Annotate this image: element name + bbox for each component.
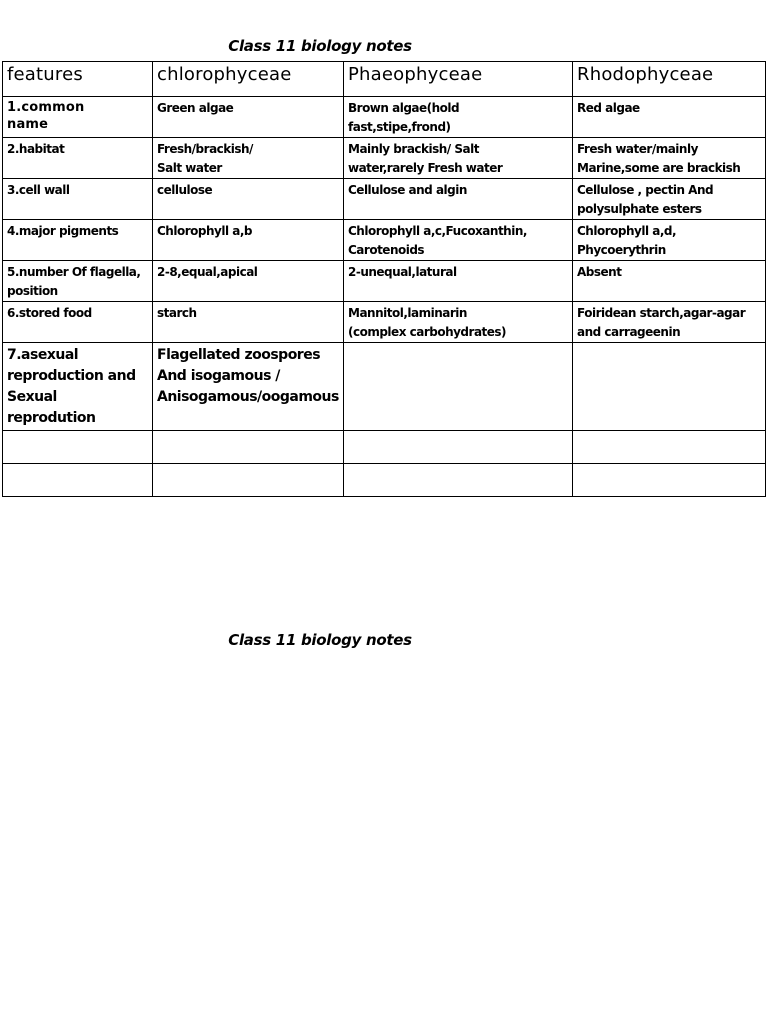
row-label-cell-wall: 3.cell wall [3,179,153,220]
table-cell-empty [573,431,766,464]
table-row-empty [3,464,766,497]
table-row-habitat [3,138,766,179]
row-label-major-pigments: 4.major pigments [3,220,153,261]
table-cell-empty [153,464,344,497]
table-cell: Chlorophyll a,d, Phycoerythrin [573,220,766,261]
table-cell: Chlorophyll a,b [153,220,344,261]
table-cell: Brown algae(hold fast,stipe,frond) [344,97,573,138]
header-chlorophyceae: chlorophyceae [153,62,344,97]
table-row-reproduction [3,343,766,431]
table-cell-empty [344,343,573,431]
table-cell-empty [153,431,344,464]
table-row-common-name [3,97,766,138]
table-cell: 2-unequal,latural [344,261,573,302]
table-cell: Foiridean starch,agar-agar and carrageenin [573,302,766,343]
table-cell-empty [3,431,153,464]
header-phaeophyceae: Phaeophyceae [344,62,573,97]
table-cell-empty [344,431,573,464]
table-cell: Green algae [153,97,344,138]
table-row-cell-wall [3,179,766,220]
table-cell: Absent [573,261,766,302]
table-cell: Mainly brackish/ Salt water,rarely Fresh water [344,138,573,179]
table-cell: cellulose [153,179,344,220]
table-cell: Chlorophyll a,c,Fucoxanthin, Carotenoids [344,220,573,261]
table-row-major-pigments [3,220,766,261]
table-cell: Fresh water/mainly Marine,some are brackish [573,138,766,179]
row-label-stored-food: 6.stored food [3,302,153,343]
table-cell: Flagellated zoospores And isogamous / Anisogamous/oogamous [153,343,344,431]
table-cell: Fresh/brackish/ Salt water [153,138,344,179]
row-label-common-name: 1.common name [3,97,153,138]
table-cell: Cellulose and algin [344,179,573,220]
row-label-flagella: 5.number Of flagella, position [3,261,153,302]
table-cell: 2-8,equal,apical [153,261,344,302]
table-cell: Cellulose , pectin And polysulphate esters [573,179,766,220]
table-cell: Red algae [573,97,766,138]
table-cell-empty [573,343,766,431]
table-row-stored-food [3,302,766,343]
row-label-reproduction: 7.asexual reproduction and Sexual reprodution [3,343,153,431]
header-features: features [3,62,153,97]
table-header-row [3,62,766,97]
row-label-habitat: 2.habitat [3,138,153,179]
table-cell-empty [573,464,766,497]
header-rhodophyceae: Rhodophyceae [573,62,766,97]
table-row-empty [3,431,766,464]
table-cell-empty [3,464,153,497]
table-cell: starch [153,302,344,343]
table-cell: Mannitol,laminarin (complex carbohydrates) [344,302,573,343]
page-title-top: Class 11 biology notes [228,37,412,55]
table-row-flagella [3,261,766,302]
table-cell-empty [344,464,573,497]
algae-comparison-table [2,61,766,497]
page-title-bottom: Class 11 biology notes [228,631,412,649]
